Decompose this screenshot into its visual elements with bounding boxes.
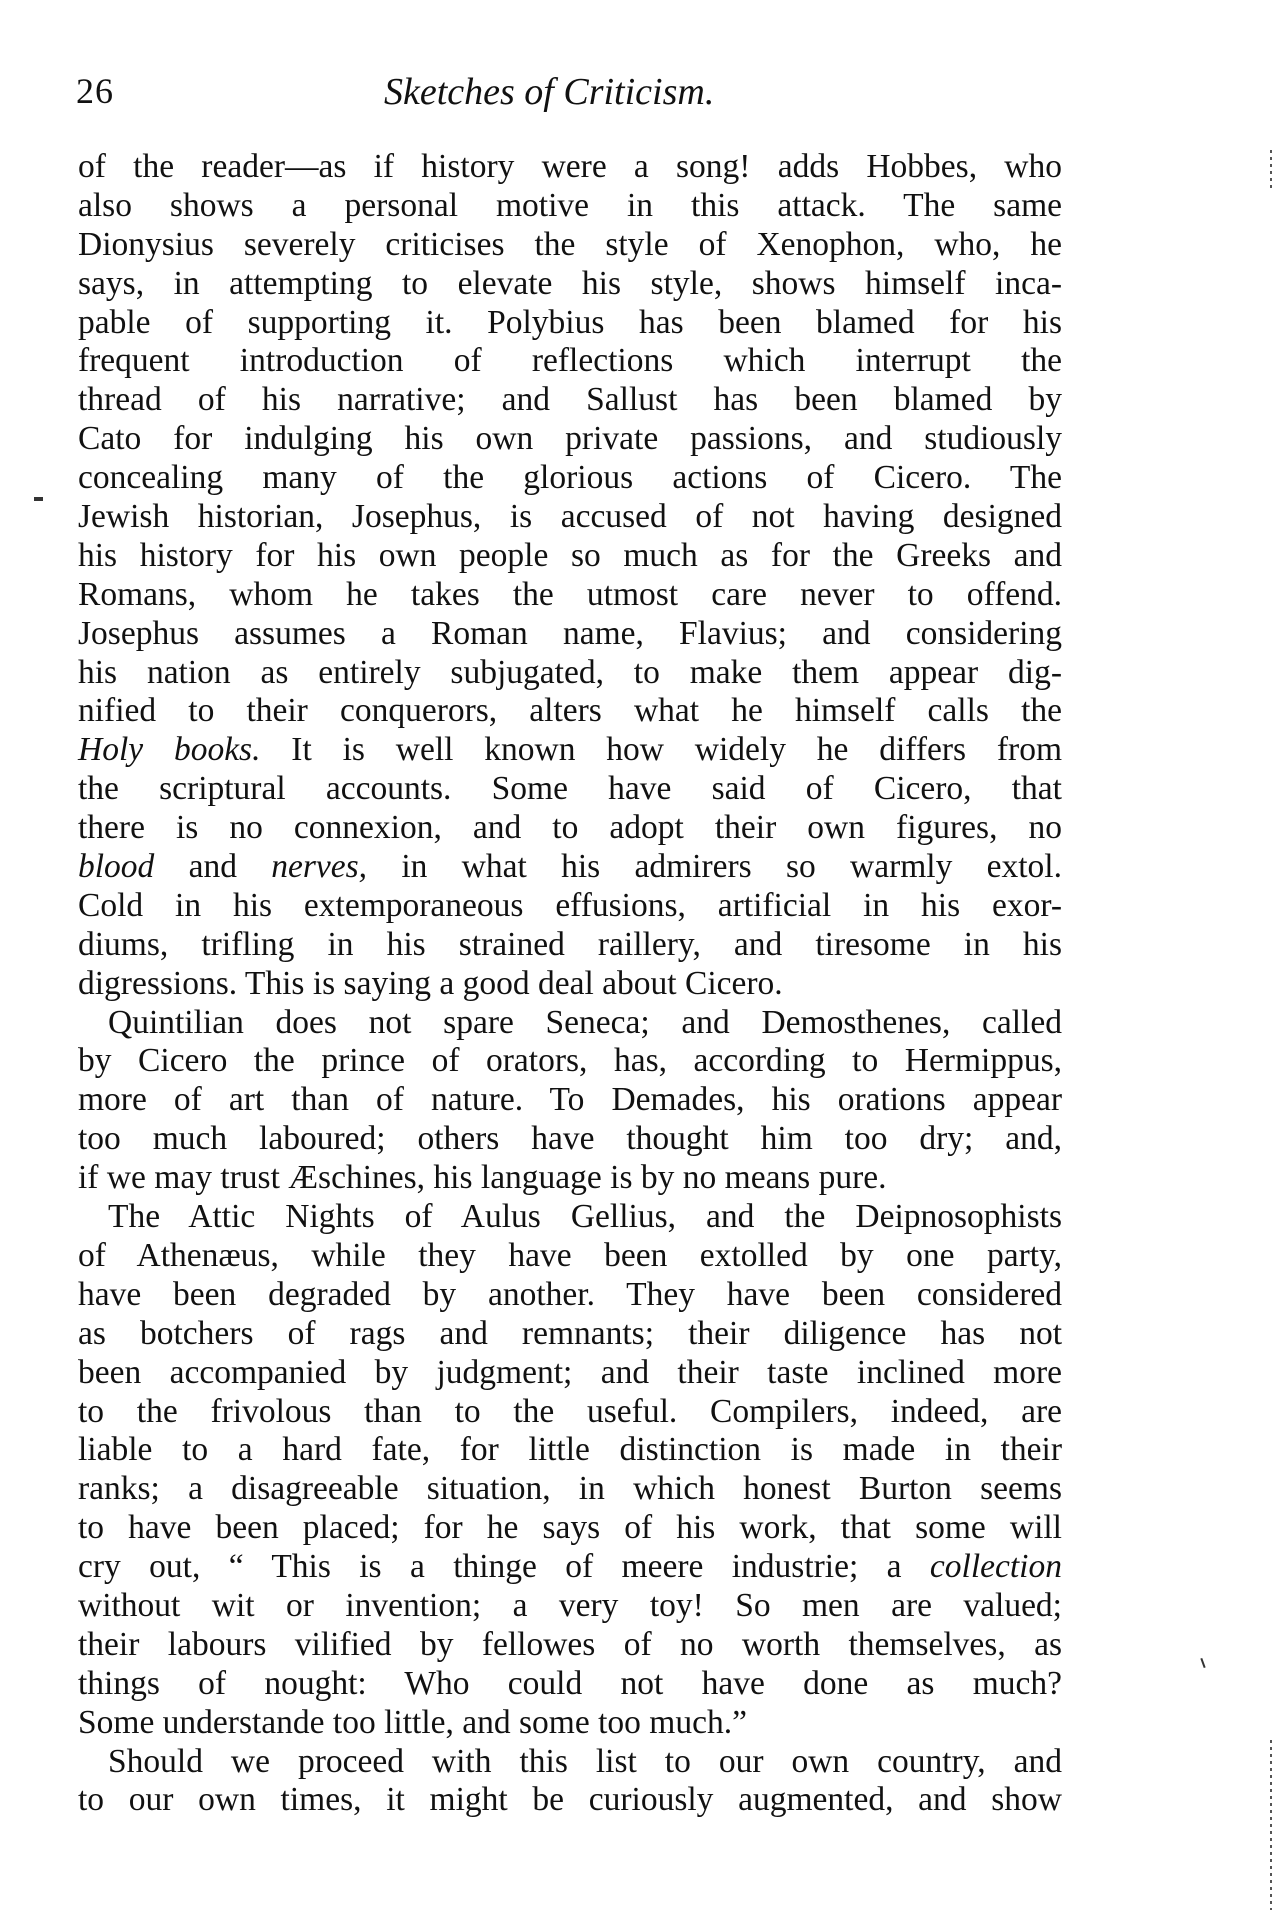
text-segment: of the reader—as if history were a song! adds Hobbes, who xyxy=(78,148,1062,185)
text-line xyxy=(78,1587,1062,1626)
text-line xyxy=(78,692,1062,731)
text-segment: liable to a hard fate, for little distinction is made in their xyxy=(78,1431,1062,1469)
text-segment: his nation as entirely subjugated, to make them appear dig- xyxy=(78,653,1062,691)
text-line xyxy=(78,731,1062,770)
text-segment: without wit or invention; a very toy! So men are valued; xyxy=(78,1586,1062,1624)
text-line xyxy=(78,226,1062,265)
text-line xyxy=(78,265,1062,304)
text-line xyxy=(78,1354,1062,1393)
text-segment: Cato for indulging his own private passions, and studiously xyxy=(78,420,1062,458)
text-line xyxy=(78,1276,1062,1315)
text-segment: also shows a personal motive in this attack. The same xyxy=(78,186,1062,224)
text-segment: ranks; a disagreeable situation, in which honest Burton seems xyxy=(78,1470,1062,1508)
text-line xyxy=(78,459,1062,498)
text-segment: cry out, “ This is a thinge of meere industrie; a xyxy=(78,1548,930,1586)
text-segment: Should we proceed with this list to our own country, and xyxy=(108,1742,1062,1780)
text-line xyxy=(78,304,1062,343)
page-number: 26 xyxy=(76,71,114,111)
text-segment: Dionysius severely criticises the style of Xenophon, who, he xyxy=(78,225,1062,263)
text-line xyxy=(78,1470,1062,1509)
text-segment: Quintilian does not spare Seneca; and Demosthenes, called xyxy=(108,1003,1062,1041)
italic-text-segment: nerves, xyxy=(271,848,368,886)
text-line xyxy=(78,1159,1062,1198)
text-line xyxy=(78,1198,1062,1237)
text-segment: to have been placed; for he says of his work, that some will xyxy=(78,1509,1062,1547)
text-segment: of Athenæus, while they have been extolled by one party, xyxy=(78,1236,1062,1274)
running-title: Sketches of Criticism. xyxy=(384,71,715,113)
text-line xyxy=(78,654,1062,693)
margin-tick-mark xyxy=(1200,1658,1205,1668)
text-segment: been accompanied by judgment; and their taste inclined more xyxy=(78,1353,1062,1391)
text-line xyxy=(78,770,1062,809)
text-segment: pable of supporting it. Polybius has been blamed for his xyxy=(78,303,1062,341)
text-segment: have been degraded by another. They have been considered xyxy=(78,1275,1062,1313)
text-segment: in what his admirers so warmly extol. xyxy=(367,848,1062,886)
text-segment: to our own times, it might be curiously augmented, and show xyxy=(78,1781,1062,1819)
scan-edge-artifact xyxy=(1270,1740,1272,1910)
scan-edge-artifact xyxy=(1270,150,1272,190)
text-segment: their labours vilified by fellowes of no worth themselves, as xyxy=(78,1625,1062,1663)
text-segment: things of nought: Who could not have done as much? xyxy=(78,1664,1062,1702)
text-segment: as botchers of rags and remnants; their diligence has not xyxy=(78,1314,1062,1352)
text-line xyxy=(78,1509,1062,1548)
text-segment: Some understande too little, and some too much.” xyxy=(78,1703,747,1741)
text-segment: Jewish historian, Josephus, is accused of not having designed xyxy=(78,498,1062,536)
text-line xyxy=(78,381,1062,420)
text-segment: and xyxy=(154,848,272,886)
text-segment: concealing many of the glorious actions of Cicero. The xyxy=(78,459,1062,497)
text-segment: there is no connexion, and to adopt their own figures, no xyxy=(78,809,1062,847)
text-segment: Romans, whom he takes the utmost care never to offend. xyxy=(78,575,1062,613)
text-line xyxy=(78,187,1062,226)
text-segment: It is well known how widely he differs from xyxy=(260,731,1063,769)
text-line xyxy=(78,148,1062,187)
italic-text-segment: Holy books. xyxy=(78,731,261,769)
text-line xyxy=(78,809,1062,848)
italic-text-segment: blood xyxy=(78,848,155,886)
text-line xyxy=(78,537,1062,576)
text-line xyxy=(78,1042,1062,1081)
text-line xyxy=(78,1548,1062,1587)
text-line xyxy=(78,1315,1062,1354)
text-segment: thread of his narrative; and Sallust has been blamed by xyxy=(78,381,1062,419)
text-segment: his history for his own people so much as for the Greeks and xyxy=(78,536,1062,574)
text-segment: if we may trust Æschines, his language is by no means pure. xyxy=(78,1159,887,1197)
text-line xyxy=(78,965,1062,1004)
text-line xyxy=(78,848,1062,887)
text-line xyxy=(78,342,1062,381)
text-segment: by Cicero the prince of orators, has, according to Hermippus, xyxy=(78,1042,1062,1080)
text-line xyxy=(78,1120,1062,1159)
text-line xyxy=(78,1743,1062,1782)
text-line xyxy=(78,1393,1062,1432)
text-line xyxy=(78,615,1062,654)
text-segment: The Attic Nights of Aulus Gellius, and the Deipnosophists xyxy=(108,1198,1062,1236)
text-segment: more of art than of nature. To Demades, his orations appear xyxy=(78,1081,1062,1119)
text-segment: Cold in his extemporaneous effusions, artificial in his exor- xyxy=(78,886,1062,924)
text-line xyxy=(78,420,1062,459)
text-segment: says, in attempting to elevate his style, shows himself inca- xyxy=(78,264,1062,302)
text-line xyxy=(78,576,1062,615)
text-line xyxy=(78,1781,1062,1820)
text-line xyxy=(78,887,1062,926)
text-line xyxy=(78,498,1062,537)
text-segment: Josephus assumes a Roman name, Flavius; and considering xyxy=(78,614,1062,652)
text-line xyxy=(78,1081,1062,1120)
text-segment: digressions. This is saying a good deal about Cicero. xyxy=(78,964,783,1002)
text-line xyxy=(78,1237,1062,1276)
text-line xyxy=(78,1626,1062,1665)
text-line xyxy=(78,1004,1062,1043)
text-line xyxy=(78,1431,1062,1470)
text-line xyxy=(78,1665,1062,1704)
text-segment: to the frivolous than to the useful. Compilers, indeed, are xyxy=(78,1392,1062,1430)
text-segment: too much laboured; others have thought him too dry; and, xyxy=(78,1120,1062,1158)
page-header xyxy=(76,70,1066,120)
italic-text-segment: collection xyxy=(929,1548,1062,1586)
margin-dash-mark xyxy=(34,497,43,501)
text-line xyxy=(78,1704,1062,1743)
text-segment: nified to their conquerors, alters what he himself calls the xyxy=(78,692,1062,730)
text-line xyxy=(78,926,1062,965)
text-segment: diums, trifling in his strained raillery, and tiresome in his xyxy=(78,925,1062,963)
text-segment: frequent introduction of reflections which interrupt the xyxy=(78,342,1062,380)
text-segment: the scriptural accounts. Some have said of Cicero, that xyxy=(78,770,1062,808)
body-text xyxy=(78,148,1062,1820)
